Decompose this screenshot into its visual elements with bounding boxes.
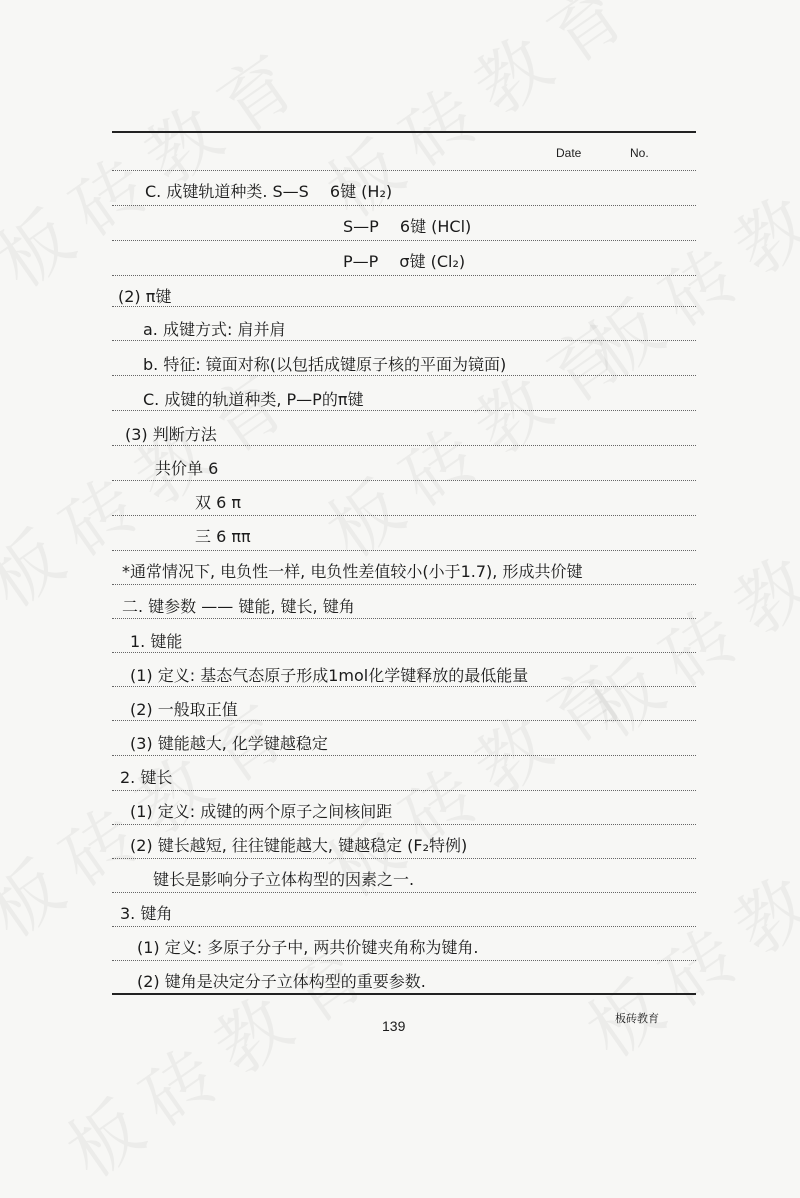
note-line: 共价单 6 bbox=[155, 459, 219, 478]
ruled-line bbox=[112, 240, 696, 241]
ruled-line bbox=[112, 410, 696, 411]
footer-rule bbox=[112, 993, 696, 995]
ruled-line bbox=[112, 892, 696, 893]
ruled-line bbox=[112, 686, 696, 687]
note-line: (3) 键能越大, 化学键越稳定 bbox=[130, 734, 328, 753]
note-line: C. 成键的轨道种类, P—P的π键 bbox=[143, 390, 364, 409]
ruled-line bbox=[112, 790, 696, 791]
ruled-line bbox=[112, 858, 696, 859]
ruled-line bbox=[112, 720, 696, 721]
note-line: 三 6 ππ bbox=[195, 527, 251, 546]
note-line: *通常情况下, 电负性一样, 电负性差值较小(小于1.7), 形成共价键 bbox=[122, 562, 583, 581]
publisher-label: 板砖教育 bbox=[615, 1012, 659, 1025]
ruled-line bbox=[112, 306, 696, 307]
note-line: (2) 一般取正值 bbox=[130, 700, 238, 719]
note-line: b. 特征: 镜面对称(以包括成键原子核的平面为镜面) bbox=[143, 355, 507, 374]
watermark bbox=[563, 466, 800, 758]
ruled-line bbox=[112, 652, 696, 653]
note-line: (2) π键 bbox=[118, 287, 172, 306]
watermark bbox=[563, 106, 800, 398]
note-line: 键长是影响分子立体构型的因素之一. bbox=[153, 870, 415, 889]
watermark bbox=[0, 16, 327, 308]
note-line: (2) 键角是决定分子立体构型的重要参数. bbox=[137, 972, 426, 991]
date-label: Date bbox=[556, 146, 582, 160]
ruled-line bbox=[112, 515, 696, 516]
note-line: a. 成键方式: 肩并肩 bbox=[143, 320, 286, 339]
header-rule bbox=[112, 131, 696, 133]
ruled-line bbox=[112, 824, 696, 825]
ruled-line bbox=[112, 340, 696, 341]
ruled-line bbox=[112, 445, 696, 446]
note-line: P—P σ键 (Cl₂) bbox=[343, 252, 466, 271]
note-line: 2. 键长 bbox=[120, 768, 173, 787]
note-line: (1) 定义: 多原子分子中, 两共价键夹角称为键角. bbox=[137, 938, 479, 957]
ruled-line bbox=[112, 275, 696, 276]
note-line: 二. 键参数 —— 键能, 键长, 键角 bbox=[122, 597, 355, 616]
ruled-line bbox=[112, 960, 696, 961]
ruled-line bbox=[112, 584, 696, 585]
ruled-line bbox=[112, 375, 696, 376]
note-line: C. 成键轨道种类. S—S 6键 (H₂) bbox=[145, 182, 393, 201]
note-line: (1) 定义: 基态气态原子形成1mol化学键释放的最低能量 bbox=[130, 666, 529, 685]
ruled-line bbox=[112, 755, 696, 756]
note-line: 3. 键角 bbox=[120, 904, 173, 923]
ruled-line bbox=[112, 926, 696, 927]
watermark bbox=[303, 286, 658, 578]
ruled-line bbox=[112, 205, 696, 206]
note-line: (1) 定义: 成键的两个原子之间核间距 bbox=[130, 802, 393, 821]
ruled-line bbox=[112, 170, 696, 171]
ruled-line bbox=[112, 618, 696, 619]
ruled-line bbox=[112, 550, 696, 551]
note-line: S—P 6键 (HCl) bbox=[343, 217, 472, 236]
watermark bbox=[303, 0, 658, 238]
number-label: No. bbox=[630, 146, 649, 160]
note-line: (2) 键长越短, 往往键能越大, 键越稳定 (F₂特例) bbox=[130, 836, 468, 855]
watermark bbox=[563, 786, 800, 1078]
note-line: (3) 判断方法 bbox=[125, 425, 217, 444]
note-line: 双 6 π bbox=[195, 493, 241, 512]
ruled-line bbox=[112, 480, 696, 481]
note-line: 1. 键能 bbox=[130, 632, 183, 651]
page-number: 139 bbox=[382, 1018, 406, 1034]
